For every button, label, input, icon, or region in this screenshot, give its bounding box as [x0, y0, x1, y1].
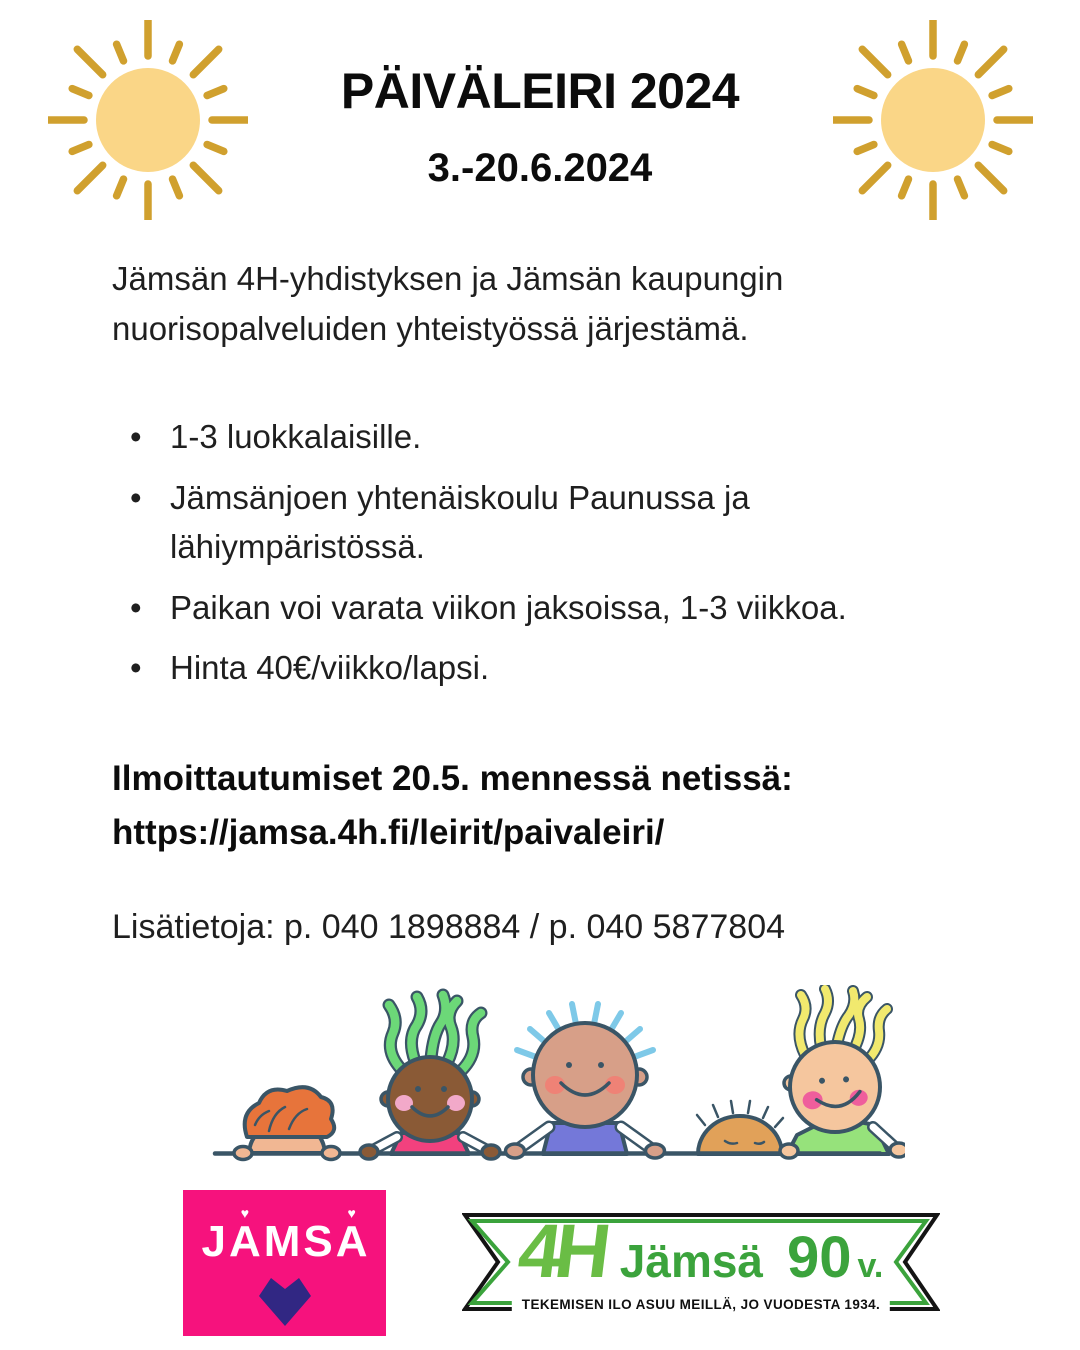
jamsa-logo-letter: A ♥ [335, 1205, 368, 1266]
fourh-brand: 4H [513, 1209, 610, 1294]
fourh-anniversary-number: 90 [787, 1225, 852, 1290]
fourh-banner [462, 1209, 940, 1312]
page-title: PÄIVÄLEIRI 2024 [340, 63, 740, 119]
signup-url[interactable]: https://jamsa.4h.fi/leirit/paivaleiri/ [112, 813, 665, 853]
bullet-item: • Hinta 40€/viikko/lapsi. [130, 643, 990, 693]
bullet-list [130, 412, 990, 704]
fourh-tagline: TEKEMISEN ILO ASUU MEILLÄ, JO VUODESTA 1934. [512, 1297, 890, 1312]
children-illustration [185, 985, 905, 1180]
jamsa-logo-letter: J [201, 1217, 226, 1266]
child-figure-3 [517, 1004, 653, 1154]
child-figure-1 [245, 1087, 334, 1153]
fourh-municipality: Jämsä [619, 1235, 764, 1287]
signup-info [112, 752, 793, 861]
heart-diacritic-icon: ♥ [240, 1205, 249, 1221]
bullet-item: • Jämsänjoen yhtenäiskoulu Paunussa ja lähiympäristössä. [130, 473, 990, 572]
contact-info: Lisätietoja: p. 040 1898884 / p. 040 5877804 [112, 908, 786, 946]
bullet-item: • Paikan voi varata viikon jaksoissa, 1-3 viikkoa. [130, 583, 990, 633]
child-figure-2 [371, 995, 489, 1154]
fourh-banner-row [502, 1209, 900, 1296]
event-date: 3.-20.6.2024 [427, 146, 653, 190]
jamsa-logo-letter: M [263, 1217, 301, 1266]
signup-heading: Ilmoittautumiset 20.5. mennessä netissä: [112, 759, 793, 798]
heart-diacritic-icon: ♥ [347, 1205, 356, 1221]
jamsa-logo-letter: S [303, 1217, 333, 1266]
jamsa-logo-word [183, 1205, 386, 1266]
intro-text: Jämsän 4H-yhdistyksen ja Jämsän kaupungin nuorisopalveluiden yhteistyössä järjestämä. [112, 260, 784, 348]
heart-icon [257, 1276, 313, 1326]
jamsa-city-logo [183, 1190, 386, 1336]
child-figure-5 [784, 989, 897, 1154]
child-figure-4 [697, 1101, 783, 1154]
jamsa-logo-letter: A ♥ [228, 1205, 261, 1266]
bullet-item: • 1-3 luokkalaisille. [130, 412, 990, 462]
fourh-anniversary-suffix: v. [857, 1247, 884, 1285]
